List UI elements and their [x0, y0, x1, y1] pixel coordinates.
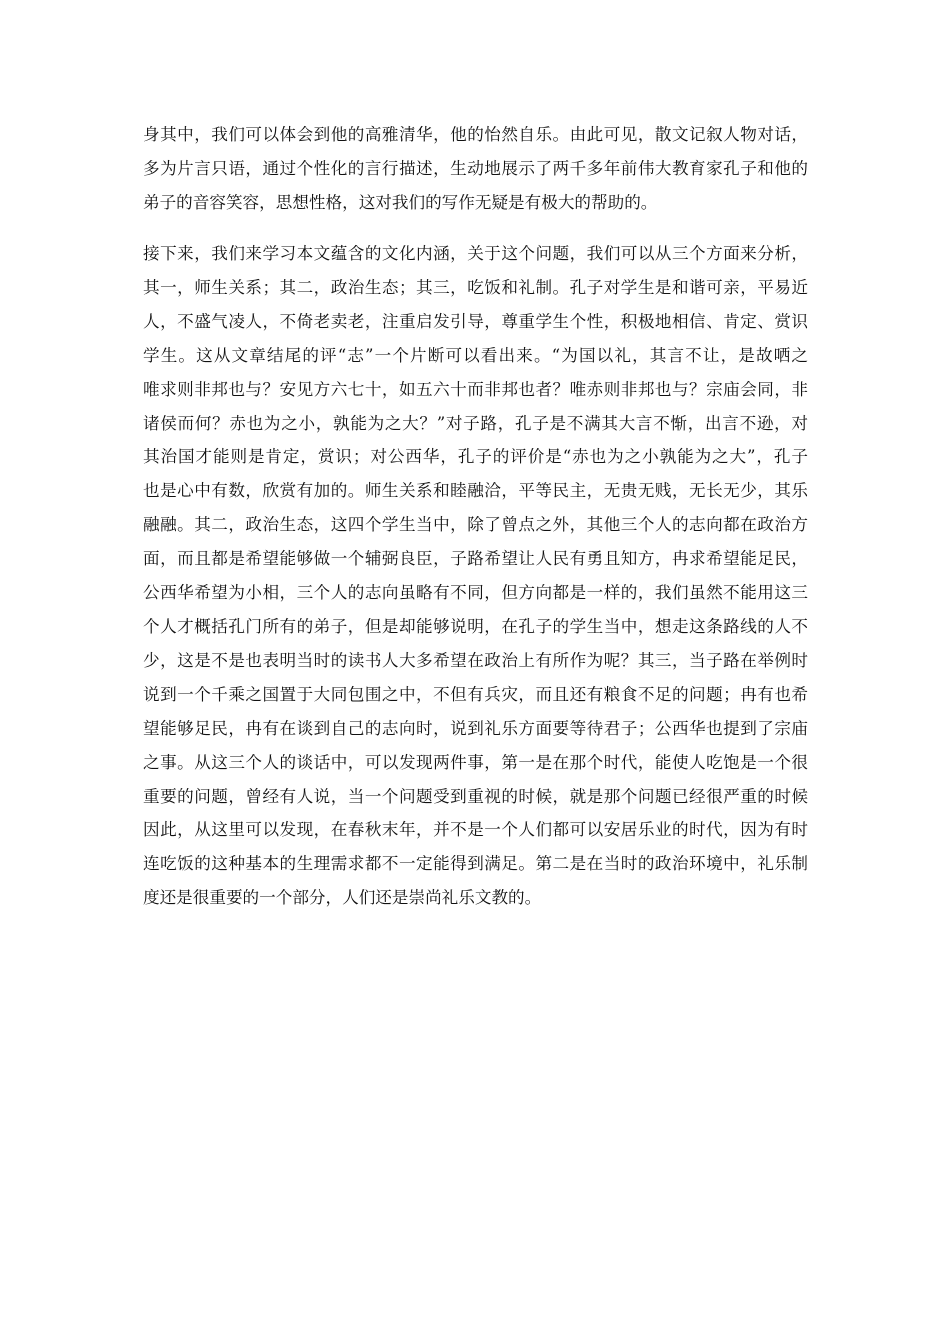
paragraph-line: 人，不盛气凌人，不倚老卖老，注重启发引导，尊重学生个性，积极地相信、肯定、赏识 [143, 311, 808, 331]
paragraph-line: 因此，从这里可以发现，在春秋末年，并不是一个人们都可以安居乐业的时代，因为有时 [143, 820, 808, 840]
paragraph-line: 望能够足民，冉有在谈到自己的志向时，说到礼乐方面要等待君子；公西华也提到了宗庙 [143, 718, 808, 738]
paragraph-line: 弟子的音容笑容，思想性格，这对我们的写作无疑是有极大的帮助的。 [143, 192, 658, 212]
paragraph-line: 诸侯而何？赤也为之小，孰能为之大？”对子路，孔子是不满其大言不惭，出言不逊，对 [143, 413, 808, 433]
paragraph-line: 其一，师生关系；其二，政治生态；其三，吃饭和礼制。孔子对学生是和谐可亲，平易近 [143, 277, 808, 297]
paragraph-2 [143, 237, 808, 915]
paragraph-line: 少，这是不是也表明当时的读书人大多希望在政治上有所作为呢？其三，当子路在举例时 [143, 650, 808, 670]
paragraph-line: 说到一个千乘之国置于大同包围之中，不但有兵灾，而且还有粮食不足的问题；冉有也希 [143, 684, 808, 704]
paragraph-line: 公西华希望为小相，三个人的志向虽略有不同，但方向都是一样的，我们虽然不能用这三 [143, 583, 808, 603]
paragraph-line: 其治国才能则是肯定，赏识；对公西华，孔子的评价是“赤也为之小孰能为之大”，孔子 [143, 447, 808, 467]
paragraph-line: 学生。这从文章结尾的评“志”一个片断可以看出来。“为国以礼，其言不让，是故哂之 [143, 345, 808, 365]
paragraph-line: 多为片言只语，通过个性化的言行描述，生动地展示了两千多年前伟大教育家孔子和他的 [143, 158, 808, 178]
paragraph-line: 融融。其二，政治生态，这四个学生当中，除了曾点之外，其他三个人的志向都在政治方 [143, 515, 808, 535]
paragraph-line: 连吃饭的这种基本的生理需求都不一定能得到满足。第二是在当时的政治环境中，礼乐制 [143, 854, 808, 874]
paragraph-line: 之事。从这三个人的谈话中，可以发现两件事，第一是在那个时代，能使人吃饱是一个很 [143, 752, 808, 772]
paragraph-line: 重要的问题，曾经有人说，当一个问题受到重视的时候，就是那个问题已经很严重的时候 [143, 786, 808, 806]
paragraph-line: 个人才概括孔门所有的弟子，但是却能够说明，在孔子的学生当中，想走这条路线的人不 [143, 616, 808, 636]
paragraph-line: 唯求则非邦也与？安见方六七十，如五六十而非邦也者？唯赤则非邦也与？宗庙会同，非 [143, 379, 808, 399]
paragraph-1 [143, 118, 808, 220]
paragraph-line: 也是心中有数，欣赏有加的。师生关系和睦融洽，平等民主，无贵无贱，无长无少，其乐 [143, 481, 808, 501]
paragraph-line: 接下来，我们来学习本文蕴含的文化内涵，关于这个问题，我们可以从三个方面来分析， [143, 244, 808, 263]
paragraph-line: 身其中，我们可以体会到他的高雅清华，他的怡然自乐。由此可见，散文记叙人物对话， [143, 125, 808, 144]
paragraph-line: 面，而且都是希望能够做一个辅弼良臣，子路希望让人民有勇且知方，冉求希望能足民， [143, 549, 808, 569]
paragraph-line: 度还是很重要的一个部分，人们还是崇尚礼乐文教的。 [143, 888, 542, 908]
